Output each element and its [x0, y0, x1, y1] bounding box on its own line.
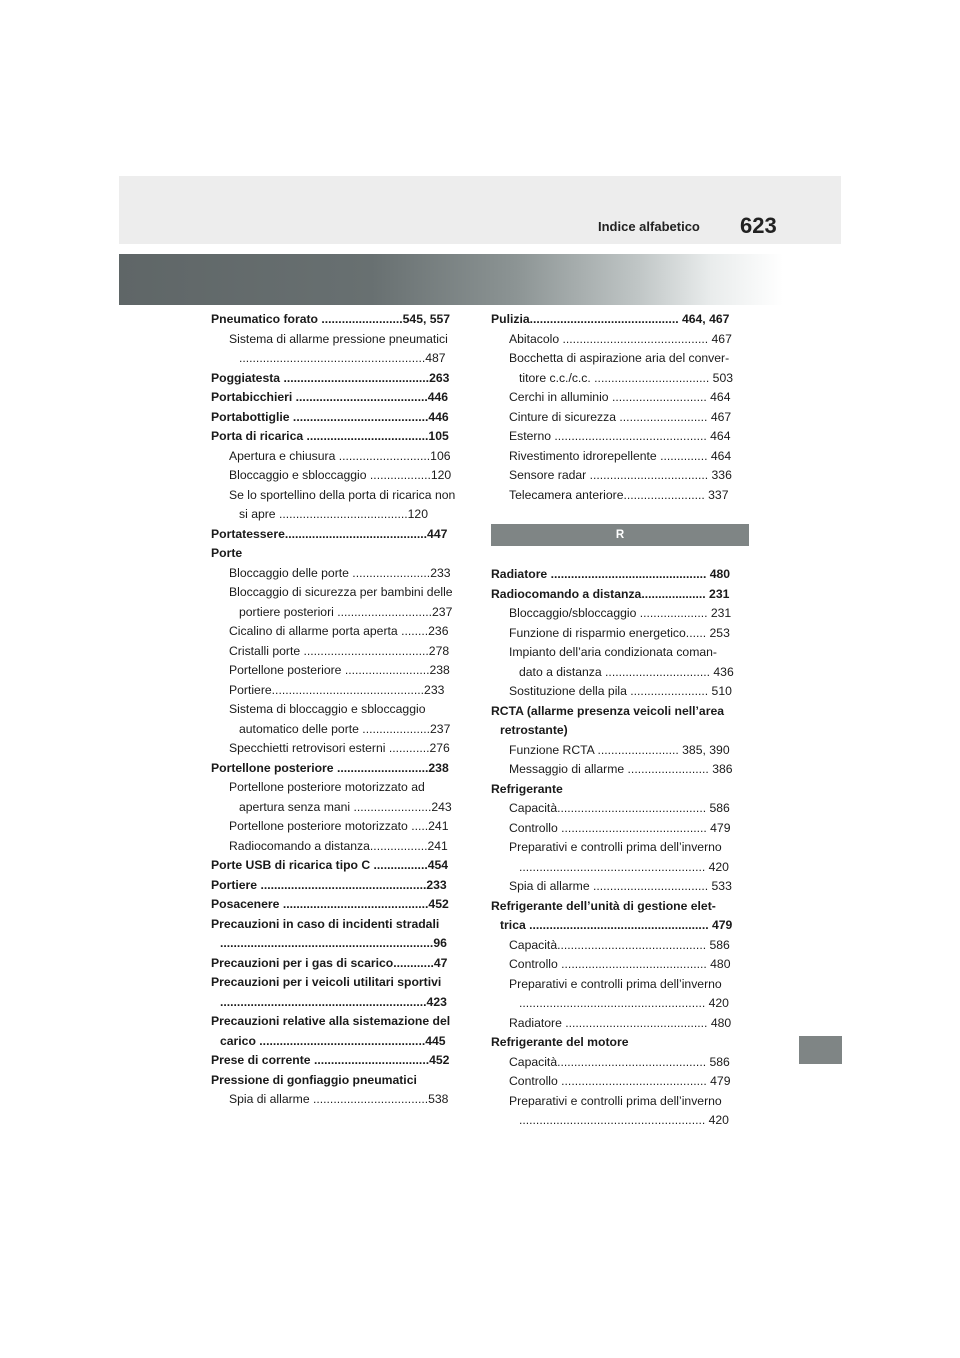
index-subentry: Funzione di risparmio energetico...... 253	[509, 625, 730, 640]
index-entry: Refrigerante dell’unità di gestione elet- trica ..................................................... 479	[491, 898, 733, 932]
index-entry: Porta di ricarica ....................................105	[211, 429, 449, 443]
index-subentry: Sostituzione della pila ....................... 510	[509, 684, 732, 698]
index-entry: Refrigerante	[491, 781, 563, 796]
index-column-right	[491, 310, 743, 1131]
index-entry: Precauzioni per i gas di scarico............47	[211, 955, 448, 970]
index-subentry: Controllo ........................................... 480	[509, 957, 731, 971]
index-subentry: Funzione RCTA ........................ 385, 390	[509, 742, 730, 757]
index-entry: Pulizia............................................ 464, 467	[491, 312, 730, 326]
index-subentry: Capacità............................................ 586	[509, 1054, 730, 1069]
index-entry: Precauzioni in caso di incidenti stradali ...............................................................96	[211, 916, 447, 950]
index-entry: Refrigerante del motore	[491, 1035, 629, 1049]
index-entry: Radiocomando a distanza................... 231	[491, 586, 730, 601]
entry-list-right-top	[491, 310, 743, 505]
index-subentry: Cinture di sicurezza .......................... 467	[509, 409, 732, 424]
index-subentry: Controllo ........................................... 479	[509, 820, 731, 835]
index-entry: Portabottiglie ........................................446	[211, 409, 449, 424]
index-entry: Pneumatico forato ........................545, 557	[211, 312, 451, 326]
index-subentry: Bloccaggio di sicurezza per bambini delle portiere posteriori ............................237	[229, 585, 453, 619]
index-side-tab	[799, 1036, 842, 1064]
index-entry: RCTA (allarme presenza veicoli nell’area retrostante)	[491, 703, 725, 737]
index-subentry: Preparativi e controlli prima dell’inverno ....................................................... 420	[509, 1093, 729, 1127]
header-band	[119, 176, 841, 244]
index-subentry: Apertura e chiusura ...........................106	[229, 448, 451, 463]
index-entry: Poggiatesta ...........................................263	[211, 370, 450, 385]
index-entry: Precauzioni relative alla sistemazione del carico .................................................445	[211, 1014, 451, 1048]
index-subentry: Sistema di bloccaggio e sbloccaggio automatico delle porte ....................237	[229, 702, 451, 736]
index-subentry: Portellone posteriore .........................238	[229, 663, 450, 677]
index-subentry: Bloccaggio e sbloccaggio ..................120	[229, 468, 452, 482]
index-entry: Portiere .................................................233	[211, 877, 447, 892]
index-subentry: Spia di allarme ..................................538	[229, 1092, 449, 1106]
entry-list-left	[211, 310, 462, 1110]
index-subentry: Radiatore .......................................... 480	[509, 1015, 732, 1030]
index-subentry: Portellone posteriore motorizzato ad apertura senza mani .......................243	[229, 780, 452, 814]
entry-list-right-bottom	[491, 565, 743, 1131]
index-subentry: Cerchi in alluminio ............................ 464	[509, 390, 731, 404]
index-subentry: Sistema di allarme pressione pneumatici .......................................................487	[229, 331, 448, 365]
index-subentry: Telecamera anteriore........................ 337	[509, 487, 729, 502]
index-entry: Portabicchieri .......................................446	[211, 390, 449, 404]
index-subentry: Cicalino di allarme porta aperta ........236	[229, 624, 449, 638]
index-entry: Posacenere ...........................................452	[211, 897, 449, 911]
index-subentry: Esterno ............................................. 464	[509, 429, 731, 443]
index-subentry: Sensore radar ................................... 336	[509, 468, 732, 482]
index-entry: Porte	[211, 546, 243, 560]
index-entry: Pressione di gonfiaggio pneumatici	[211, 1072, 417, 1087]
section-title: Indice alfabetico	[598, 219, 700, 234]
index-subentry: Se lo sportellino della porta di ricarica non si apre ......................................120	[229, 487, 456, 521]
index-subentry: Portiere.............................................233	[229, 682, 445, 697]
index-subentry: Abitacolo ........................................... 467	[509, 331, 732, 346]
index-subentry: Bloccaggio/sbloccaggio .................... 231	[509, 606, 732, 620]
index-entry: Radiatore .............................................. 480	[491, 567, 731, 581]
index-subentry: Rivestimento idrorepellente .............. 464	[509, 448, 732, 463]
index-column-left	[211, 310, 462, 1110]
section-letter-bar: R	[491, 524, 749, 546]
index-subentry: Spia di allarme .................................. 533	[509, 879, 732, 893]
index-subentry: Capacità............................................ 586	[509, 801, 730, 815]
index-entry: Precauzioni per i veicoli utilitari sportivi .............................................................423	[211, 975, 447, 1009]
index-subentry: Impianto dell’aria condizionata coman- dato a distanza ............................... 436	[509, 645, 734, 679]
index-subentry: Specchietti retrovisori esterni ............276	[229, 741, 450, 755]
index-entry: Prese di corrente ..................................452	[211, 1053, 450, 1067]
index-subentry: Cristalli porte .....................................278	[229, 643, 450, 658]
index-subentry: Radiocomando a distanza.................241	[229, 838, 448, 853]
index-subentry: Portellone posteriore motorizzato .....241	[229, 819, 449, 833]
page-number: 623	[740, 213, 777, 238]
index-subentry: Capacità............................................ 586	[509, 937, 730, 952]
index-subentry: Bocchetta di aspirazione aria del conver- titore c.c./c.c. .................................. 503	[509, 351, 734, 385]
index-subentry: Messaggio di allarme ........................ 386	[509, 762, 733, 776]
index-subentry: Preparativi e controlli prima dell’inverno ....................................................... 420	[509, 840, 729, 874]
index-subentry: Bloccaggio delle porte .......................233	[229, 565, 451, 580]
index-entry: Portellone posteriore ...........................238	[211, 760, 449, 775]
index-entry: Portatessere..........................................447	[211, 526, 448, 541]
index-subentry: Controllo ........................................... 479	[509, 1074, 731, 1088]
index-entry: Porte USB di ricarica tipo C ................454	[211, 858, 449, 872]
header-gradient-bar	[119, 254, 841, 305]
index-subentry: Preparativi e controlli prima dell’inverno ....................................................... 420	[509, 976, 729, 1010]
